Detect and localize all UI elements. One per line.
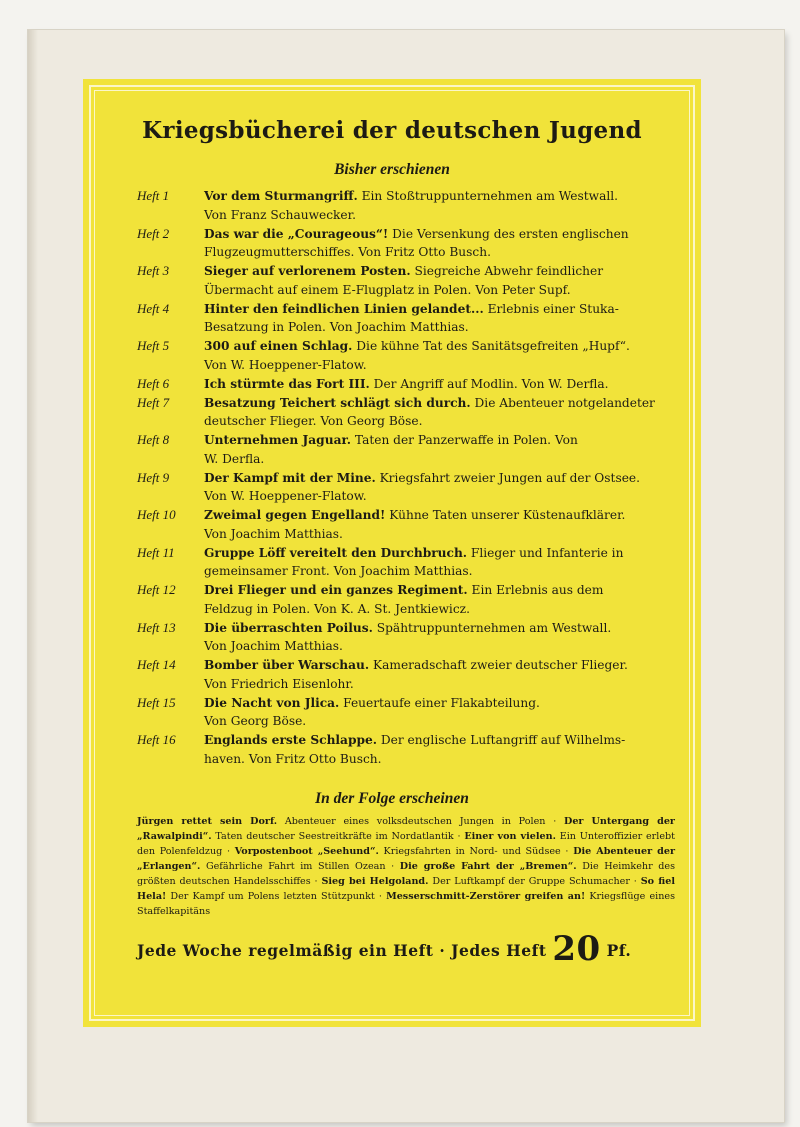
issue-description bbox=[204, 375, 674, 394]
forthcoming-title: So fiel Hela! bbox=[137, 876, 675, 902]
issue-subtitle: Flieger und Infanterie in bbox=[467, 545, 624, 560]
issue-number: Heft 12 bbox=[137, 582, 176, 597]
issue-author: haven. Von Fritz Otto Busch. bbox=[204, 751, 382, 766]
issue-author: Übermacht auf einem E-Flugplatz in Polen. Von Peter Supf. bbox=[204, 282, 571, 297]
list-item bbox=[137, 262, 677, 300]
issue-title: Unternehmen Jaguar. bbox=[204, 433, 352, 447]
issue-author: Von W. Hoeppener-Flatow. bbox=[204, 489, 367, 503]
book-spine-edge bbox=[28, 30, 38, 1122]
issue-title: Sieger auf verlorenem Posten. bbox=[204, 264, 411, 278]
issue-author: Feldzug in Polen. Von K. A. St. Jentkiewicz. bbox=[204, 601, 470, 616]
issue-title: Besatzung Teichert schlägt sich durch. bbox=[204, 395, 471, 410]
price-unit: Pf. bbox=[606, 941, 632, 960]
series-title: Kriegsbücherei der deutschen Jugend bbox=[142, 117, 642, 144]
issue-title: Englands erste Schlappe. bbox=[204, 733, 377, 747]
issue-number: Heft 8 bbox=[137, 432, 170, 447]
forthcoming-desc: Ein Unteroffizier erlebt den Polenfeldzug · bbox=[137, 831, 676, 857]
price-footer bbox=[137, 929, 682, 969]
issue-number: Heft 5 bbox=[137, 338, 170, 353]
list-item bbox=[137, 581, 677, 619]
issue-subtitle: Kühne Taten unserer Küstenaufklärer. bbox=[385, 508, 626, 522]
issue-subtitle: Taten der Panzerwaffe in Polen. Von bbox=[351, 433, 578, 447]
issue-title: Zweimal gegen Engelland! bbox=[204, 508, 386, 522]
panel-content bbox=[83, 79, 701, 1027]
issue-title: Das war die „Courageous“! bbox=[204, 226, 389, 241]
issue-number: Heft 2 bbox=[137, 225, 170, 241]
issue-title: Gruppe Löff vereitelt den Durchbruch. bbox=[204, 545, 468, 560]
issue-author: Von Joachim Matthias. bbox=[204, 639, 343, 653]
issue-author: Von Joachim Matthias. bbox=[204, 526, 343, 541]
price-value: 20 bbox=[552, 929, 601, 969]
issue-description bbox=[204, 394, 674, 431]
issue-title: Die Nacht von Jlica. bbox=[204, 695, 340, 710]
issue-subtitle: Erlebnis einer Stuka- bbox=[483, 301, 619, 316]
issue-author: Von Friedrich Eisenlohr. bbox=[204, 676, 354, 691]
issue-title: Vor dem Sturmangriff. bbox=[204, 189, 358, 203]
issue-description bbox=[204, 431, 674, 468]
published-list bbox=[137, 187, 677, 769]
forthcoming-title: Einer von vielen. bbox=[464, 831, 556, 842]
list-item bbox=[137, 300, 677, 338]
forthcoming-title: Sieg bei Helgoland. bbox=[321, 876, 429, 887]
forthcoming-desc: Der Kampf um Polens letzten Stützpunkt · bbox=[166, 891, 387, 902]
issue-title: Der Kampf mit der Mine. bbox=[204, 470, 376, 485]
issue-description bbox=[204, 581, 674, 618]
issue-subtitle: Ein Stoßtruppunternehmen am Westwall. bbox=[357, 189, 619, 203]
forthcoming-desc: Die Heimkehr des größten deutschen Handelsschiffes · bbox=[137, 861, 676, 887]
list-item bbox=[137, 431, 677, 469]
issue-description bbox=[204, 619, 674, 656]
issue-subtitle: Feuertaufe einer Flakabteilung. bbox=[339, 695, 540, 710]
issue-author: Von W. Hoeppener-Flatow. bbox=[204, 357, 367, 372]
issue-description bbox=[204, 187, 674, 224]
issue-description bbox=[204, 225, 674, 262]
list-item bbox=[137, 619, 677, 657]
list-item bbox=[137, 656, 677, 694]
forthcoming-title: Die große Fahrt der „Bremen“. bbox=[399, 861, 577, 872]
issue-number: Heft 4 bbox=[137, 300, 170, 316]
issue-description bbox=[204, 506, 674, 543]
issue-number: Heft 7 bbox=[137, 394, 170, 410]
forthcoming-desc: Abenteuer eines volksdeutschen Jungen in Polen · bbox=[277, 816, 564, 827]
forthcoming-title: Vorpostenboot „Seehund“. bbox=[234, 846, 379, 857]
issue-description bbox=[204, 337, 674, 374]
issue-title: Drei Flieger und ein ganzes Regiment. bbox=[204, 583, 468, 597]
forthcoming-title: Die Abenteuer der „Erlangen“. bbox=[137, 846, 676, 872]
issue-subtitle: Spähtruppunternehmen am Westwall. bbox=[372, 620, 612, 635]
issue-number: Heft 6 bbox=[137, 375, 170, 391]
issue-description bbox=[204, 731, 674, 768]
footer-text: Jede Woche regelmäßig ein Heft · Jedes Heft bbox=[137, 941, 547, 960]
issue-number: Heft 1 bbox=[137, 188, 170, 203]
published-heading: Bisher erschienen bbox=[334, 161, 450, 178]
yellow-panel bbox=[83, 79, 701, 1027]
issue-description bbox=[204, 694, 674, 731]
issue-number: Heft 11 bbox=[137, 544, 175, 560]
forthcoming-list bbox=[137, 814, 675, 919]
issue-title: 300 auf einen Schlag. bbox=[204, 339, 353, 353]
list-item bbox=[137, 506, 677, 544]
list-item bbox=[137, 469, 677, 507]
issue-title: Bomber über Warschau. bbox=[204, 658, 370, 672]
issue-author: Flugzeugmutterschiffes. Von Fritz Otto Busch. bbox=[204, 245, 491, 259]
issue-title: Die überraschten Poilus. bbox=[204, 620, 373, 635]
issue-author: Von Georg Böse. bbox=[204, 714, 307, 728]
issue-number: Heft 3 bbox=[137, 263, 170, 278]
list-item bbox=[137, 394, 677, 432]
forthcoming-desc: Der Luftkampf der Gruppe Schumacher · bbox=[428, 876, 641, 887]
issue-description bbox=[204, 469, 674, 506]
list-item bbox=[137, 544, 677, 582]
list-item bbox=[137, 694, 677, 732]
issue-subtitle: Die Abenteuer notgelandeter bbox=[470, 395, 655, 410]
forthcoming-desc: Gefährliche Fahrt im Stillen Ozean · bbox=[200, 861, 400, 872]
issue-author: Von Franz Schauwecker. bbox=[204, 207, 357, 222]
forthcoming-desc: Taten deutscher Seestreitkräfte im Nordatlantik · bbox=[211, 831, 465, 842]
issue-author: deutscher Flieger. Von Georg Böse. bbox=[204, 414, 423, 428]
issue-subtitle: Der englische Luftangriff auf Wilhelms- bbox=[377, 733, 626, 747]
issue-author: W. Derfla. bbox=[204, 451, 265, 466]
list-item bbox=[137, 375, 677, 394]
forthcoming-title: Jürgen rettet sein Dorf. bbox=[137, 816, 278, 827]
issue-number: Heft 14 bbox=[137, 657, 176, 672]
issue-description bbox=[204, 656, 674, 693]
issue-number: Heft 10 bbox=[137, 507, 176, 522]
forthcoming-heading: In der Folge erscheinen bbox=[315, 790, 469, 807]
issue-author: Besatzung in Polen. Von Joachim Matthias. bbox=[204, 320, 469, 334]
issue-subtitle: Die Versenkung des ersten englischen bbox=[388, 226, 629, 241]
issue-title: Hinter den feindlichen Linien gelandet... bbox=[204, 301, 484, 316]
issue-subtitle: Der Angriff auf Modlin. Von W. Derfla. bbox=[369, 376, 609, 391]
forthcoming-desc: Kriegsfahrten in Nord- und Südsee · bbox=[378, 846, 574, 857]
issue-title: Ich stürmte das Fort III. bbox=[204, 376, 370, 391]
issue-subtitle: Kameradschaft zweier deutscher Flieger. bbox=[369, 658, 628, 672]
issue-subtitle: Siegreiche Abwehr feindlicher bbox=[410, 264, 604, 278]
issue-subtitle: Ein Erlebnis aus dem bbox=[467, 583, 604, 597]
list-item bbox=[137, 731, 677, 769]
list-item bbox=[137, 187, 677, 225]
list-item bbox=[137, 225, 677, 263]
issue-author: gemeinsamer Front. Von Joachim Matthias. bbox=[204, 564, 473, 578]
issue-description bbox=[204, 544, 674, 581]
issue-number: Heft 9 bbox=[137, 469, 170, 485]
issue-number: Heft 16 bbox=[137, 732, 176, 747]
issue-description bbox=[204, 300, 674, 337]
issue-subtitle: Kriegsfahrt zweier Jungen auf der Ostsee. bbox=[375, 470, 641, 485]
issue-number: Heft 15 bbox=[137, 694, 176, 710]
list-item bbox=[137, 337, 677, 375]
issue-number: Heft 13 bbox=[137, 619, 176, 635]
forthcoming-title: Der Untergang der „Rawalpindi“. bbox=[137, 816, 675, 842]
forthcoming-desc: Kriegsflüge eines Staffelkapitäns bbox=[137, 891, 675, 917]
issue-subtitle: Die kühne Tat des Sanitätsgefreiten „Hupf“. bbox=[352, 339, 630, 353]
issue-description bbox=[204, 262, 674, 299]
forthcoming-title: Messerschmitt-Zerstörer greifen an! bbox=[386, 891, 586, 902]
